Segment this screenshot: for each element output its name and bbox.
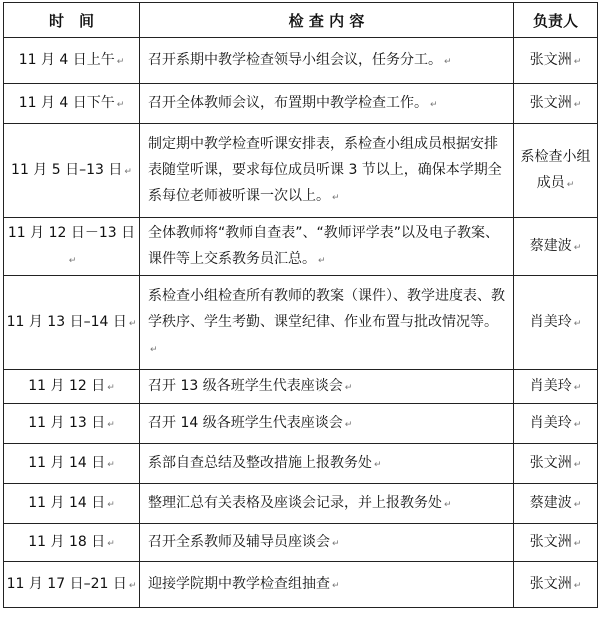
row-date	[4, 84, 140, 124]
table-row	[4, 404, 598, 444]
row-person	[514, 370, 598, 404]
row-content-text: 系部自查总结及整改措施上报教务处	[148, 454, 372, 471]
paragraph-mark-icon: ↵	[68, 255, 77, 266]
row-date	[4, 484, 140, 524]
row-content	[140, 524, 514, 562]
table-row	[4, 562, 598, 608]
row-person	[514, 524, 598, 562]
row-date-text: 11 月 14 日	[28, 454, 106, 471]
row-date-text: 11 月 12 日－13 日	[7, 224, 136, 241]
table-row	[4, 370, 598, 404]
paragraph-mark-icon: ↵	[344, 419, 353, 430]
row-content-text: 整理汇总有关表格及座谈会记录，并上报教务处	[148, 494, 442, 511]
row-content-text: 召开全体教师会议，布置期中教学检查工作。	[148, 94, 428, 111]
paragraph-mark-icon: ↵	[573, 99, 582, 110]
paragraph-mark-icon: ↵	[124, 166, 132, 177]
paragraph-mark-icon: ↵	[573, 419, 582, 430]
header-content: 检 查 内 容	[140, 3, 514, 38]
table-row	[4, 276, 598, 370]
paragraph-mark-icon: ↵	[318, 255, 326, 266]
row-date-text: 11 月 4 日下午	[18, 94, 115, 111]
row-person-text: 张文洲	[529, 454, 572, 471]
row-person	[514, 124, 598, 218]
row-content	[140, 404, 514, 444]
row-content	[140, 38, 514, 84]
row-content	[140, 84, 514, 124]
row-person-text: 肖美玲	[529, 414, 572, 431]
row-content-text: 制定期中教学检查听课安排表，系检查小组成员根据安排表随堂听课，要求每位成员听课 3 节以上，确保本学期全系每位老师被听课一次以上。	[148, 135, 502, 204]
row-content-text: 召开 14 级各班学生代表座谈会	[148, 414, 343, 431]
row-content	[140, 562, 514, 608]
row-content-text: 召开全系教师及辅导员座谈会	[148, 533, 330, 550]
paragraph-mark-icon: ↵	[116, 99, 125, 110]
paragraph-mark-icon: ↵	[444, 499, 452, 510]
paragraph-mark-icon: ↵	[344, 382, 353, 393]
paragraph-mark-icon: ↵	[573, 242, 582, 253]
paragraph-mark-icon: ↵	[332, 580, 340, 591]
table-row	[4, 38, 598, 84]
table-row	[4, 444, 598, 484]
row-date-text: 11 月 13 日	[28, 414, 106, 431]
row-person	[514, 276, 598, 370]
row-date	[4, 444, 140, 484]
header-time: 时 间	[4, 3, 140, 38]
row-person-text: 肖美玲	[529, 377, 572, 394]
row-person-text: 张文洲	[529, 575, 572, 592]
table-row	[4, 218, 598, 276]
paragraph-mark-icon: ↵	[107, 419, 115, 430]
paragraph-mark-icon: ↵	[573, 538, 582, 549]
row-date-text: 11 月 12 日	[28, 377, 106, 394]
row-date	[4, 38, 140, 84]
header-row	[4, 3, 598, 38]
row-person	[514, 562, 598, 608]
paragraph-mark-icon: ↵	[107, 459, 115, 470]
row-content	[140, 370, 514, 404]
row-person	[514, 484, 598, 524]
paragraph-mark-icon: ↵	[107, 499, 115, 510]
row-person-text: 肖美玲	[529, 313, 572, 330]
row-person-text: 蔡建波	[529, 237, 572, 254]
row-content-text: 系检查小组检查所有教师的教案（课件）、教学进度表、教学秩序、学生考勤、课堂纪律、作业布置与批改情况等。	[148, 287, 505, 330]
schedule-table	[3, 2, 598, 608]
paragraph-mark-icon: ↵	[573, 56, 582, 67]
paragraph-mark-icon: ↵	[573, 580, 582, 591]
row-date	[4, 404, 140, 444]
paragraph-mark-icon: ↵	[128, 580, 137, 591]
row-date	[4, 562, 140, 608]
row-content	[140, 484, 514, 524]
paragraph-mark-icon: ↵	[150, 344, 158, 355]
row-date	[4, 218, 140, 276]
row-date-text: 11 月 17 日–21 日	[6, 575, 127, 592]
row-person	[514, 444, 598, 484]
paragraph-mark-icon: ↵	[374, 459, 382, 470]
paragraph-mark-icon: ↵	[573, 382, 582, 393]
table-row	[4, 524, 598, 562]
table-body	[4, 38, 598, 608]
row-person	[514, 38, 598, 84]
row-content	[140, 218, 514, 276]
row-person-text: 蔡建波	[529, 494, 572, 511]
header-person: 负责人	[514, 3, 598, 38]
row-person-text: 张文洲	[529, 533, 572, 550]
row-person	[514, 218, 598, 276]
paragraph-mark-icon: ↵	[573, 459, 582, 470]
row-date-text: 11 月 18 日	[28, 533, 106, 550]
row-content-text: 召开系期中教学检查领导小组会议，任务分工。	[148, 51, 442, 68]
paragraph-mark-icon: ↵	[430, 99, 438, 110]
row-person	[514, 404, 598, 444]
table-row	[4, 124, 598, 218]
paragraph-mark-icon: ↵	[107, 538, 115, 549]
paragraph-mark-icon: ↵	[332, 192, 340, 203]
row-content	[140, 276, 514, 370]
row-date	[4, 276, 140, 370]
table-row	[4, 484, 598, 524]
paragraph-mark-icon: ↵	[573, 499, 582, 510]
row-person	[514, 84, 598, 124]
row-date	[4, 524, 140, 562]
row-content	[140, 444, 514, 484]
table-row	[4, 84, 598, 124]
row-date	[4, 124, 140, 218]
row-date-text: 11 月 5 日–13 日	[11, 161, 123, 178]
row-person-text: 系检查小组成员	[520, 148, 591, 191]
paragraph-mark-icon: ↵	[128, 318, 137, 329]
paragraph-mark-icon: ↵	[444, 56, 452, 67]
row-content	[140, 124, 514, 218]
row-date-text: 11 月 13 日–14 日	[6, 313, 127, 330]
row-content-text: 迎接学院期中教学检查组抽查	[148, 575, 330, 592]
paragraph-mark-icon: ↵	[332, 538, 340, 549]
paragraph-mark-icon: ↵	[116, 56, 125, 67]
row-content-text: 召开 13 级各班学生代表座谈会	[148, 377, 343, 394]
row-date-text: 11 月 4 日上午	[18, 51, 115, 68]
row-person-text: 张文洲	[529, 94, 572, 111]
row-date	[4, 370, 140, 404]
row-content-text: 全体教师将“教师自查表”、“教师评学表”以及电子教案、课件等上交系教务员汇总。	[148, 224, 500, 267]
row-date-text: 11 月 14 日	[28, 494, 106, 511]
row-person-text: 张文洲	[529, 51, 572, 68]
paragraph-mark-icon: ↵	[566, 179, 575, 190]
paragraph-mark-icon: ↵	[573, 318, 582, 329]
paragraph-mark-icon: ↵	[107, 382, 115, 393]
